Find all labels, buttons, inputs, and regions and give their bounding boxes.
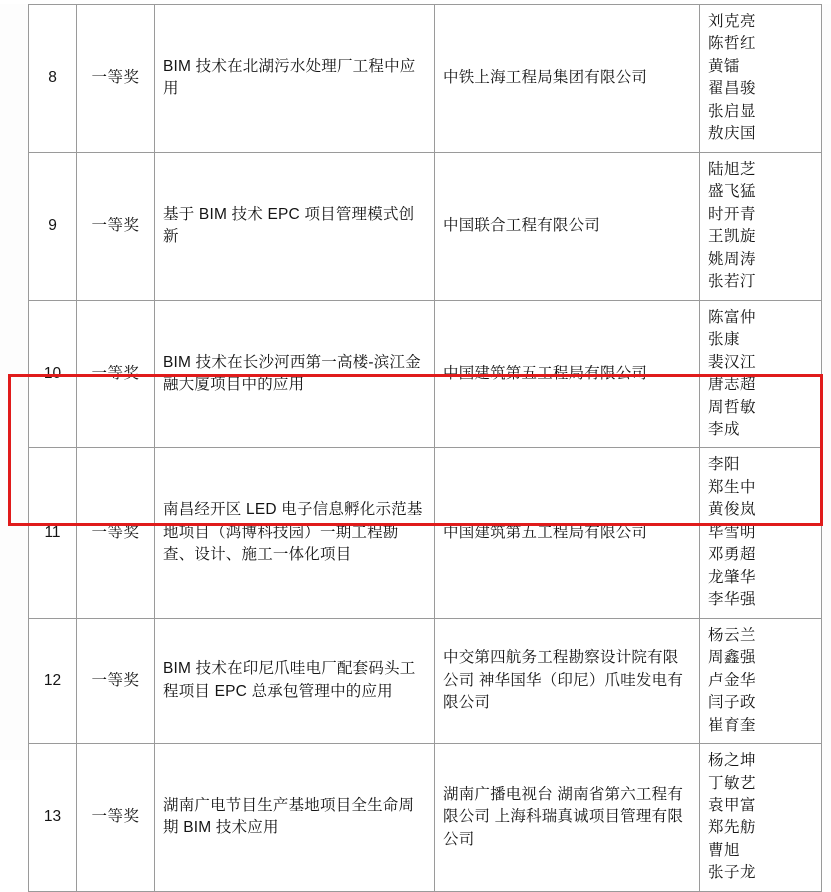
person-name: 张启显 — [708, 102, 757, 120]
row-index: 10 — [29, 300, 77, 448]
person-name: 丁敏艺 — [708, 774, 757, 792]
person-name: 黄俊岚 — [708, 501, 757, 519]
person-name: 周鑫强 — [708, 649, 757, 667]
person-name: 杨之坤 — [708, 752, 757, 770]
person-name: 袁甲富 — [708, 797, 757, 814]
award-table-body — [29, 5, 822, 892]
people-list — [708, 11, 813, 146]
table-row — [29, 5, 822, 153]
row-award: 一等奖 — [77, 5, 155, 153]
row-project-title: BIM 技术在北湖污水处理厂工程中应用 — [155, 5, 435, 153]
person-name: 李华强 — [708, 591, 757, 609]
row-index: 8 — [29, 5, 77, 153]
row-project-title: 湖南广电节目生产基地项目全生命周期 BIM 技术应用 — [155, 744, 435, 892]
person-name: 周哲敏 — [708, 398, 757, 416]
person-name: 姚周涛 — [708, 250, 757, 268]
person-name: 卢金华 — [708, 671, 757, 689]
people-list — [708, 750, 813, 885]
person-name: 郑先舫 — [708, 819, 757, 837]
row-people — [700, 744, 822, 892]
row-index: 13 — [29, 744, 77, 892]
row-award: 一等奖 — [77, 448, 155, 618]
row-organization — [435, 618, 700, 743]
row-index: 12 — [29, 618, 77, 743]
row-index: 9 — [29, 152, 77, 300]
person-name: 王凯旋 — [708, 228, 757, 246]
person-name: 毕雪明 — [708, 523, 757, 541]
org-line: 中国建筑第五工程局有限公司 — [443, 364, 648, 382]
document-page — [0, 4, 831, 882]
row-project-title: BIM 技术在印尼爪哇电厂配套码头工程项目 EPC 总承包管理中的应用 — [155, 618, 435, 743]
person-name: 崔育奎 — [708, 716, 757, 734]
row-people — [700, 618, 822, 743]
person-name: 李阳 — [708, 456, 741, 474]
table-row — [29, 300, 822, 448]
person-name: 黄镭 — [708, 57, 741, 75]
person-name: 盛飞猛 — [708, 183, 757, 201]
row-organization — [435, 5, 700, 153]
person-name: 陈哲红 — [708, 35, 757, 53]
person-name: 裴汉江 — [708, 353, 757, 371]
person-name: 邓勇超 — [708, 546, 757, 564]
org-line: 湖南省第六工程有限公司 — [443, 785, 684, 826]
person-name: 刘克亮 — [708, 13, 757, 30]
table-row-highlighted — [29, 448, 822, 618]
org-line: 湖南广播电视台 — [443, 785, 553, 803]
person-name: 陆旭芝 — [708, 160, 757, 178]
row-people — [700, 448, 822, 618]
row-award: 一等奖 — [77, 744, 155, 892]
row-organization — [435, 744, 700, 892]
table-row — [29, 152, 822, 300]
person-name: 翟昌骏 — [708, 80, 757, 98]
person-name: 时开青 — [708, 205, 757, 223]
person-name: 李成 — [708, 420, 741, 438]
org-line: 上海科瑞真诚项目管理有限公司 — [443, 808, 684, 848]
person-name: 闫子政 — [708, 694, 757, 712]
person-name: 张康 — [708, 331, 741, 349]
row-award: 一等奖 — [77, 300, 155, 448]
row-award: 一等奖 — [77, 618, 155, 743]
row-people — [700, 152, 822, 300]
person-name: 张子龙 — [708, 864, 757, 882]
people-list — [708, 307, 813, 442]
row-organization — [435, 448, 700, 618]
row-project-title: 南昌经开区 LED 电子信息孵化示范基地项目（鸿博科技园）一期工程勘查、设计、施工一体化项目 — [155, 448, 435, 618]
people-list — [708, 454, 813, 611]
person-name: 曹旭 — [708, 841, 741, 859]
row-organization — [435, 300, 700, 448]
org-line: 中国联合工程有限公司 — [443, 216, 601, 234]
award-table — [28, 4, 822, 892]
row-project-title: BIM 技术在长沙河西第一高楼-滨江金融大厦项目中的应用 — [155, 300, 435, 448]
person-name: 张若汀 — [708, 273, 757, 291]
person-name: 郑生中 — [708, 478, 757, 496]
people-list — [708, 625, 813, 737]
table-row — [29, 744, 822, 892]
org-line: 中国建筑第五工程局有限公司 — [443, 523, 648, 541]
row-project-title: 基于 BIM 技术 EPC 项目管理模式创新 — [155, 152, 435, 300]
org-line: 中铁上海工程局集团有限公司 — [443, 69, 648, 87]
org-line: 中交第四航务工程勘察设计院有限公司 — [443, 649, 679, 689]
person-name: 敖庆国 — [708, 125, 757, 143]
person-name: 杨云兰 — [708, 626, 757, 644]
row-index: 11 — [29, 448, 77, 618]
person-name: 龙肇华 — [708, 568, 757, 586]
row-organization — [435, 152, 700, 300]
org-line: 神华国华（印尼）爪哇发电有限公司 — [443, 671, 684, 712]
person-name: 陈富仲 — [708, 308, 757, 326]
row-people — [700, 5, 822, 153]
person-name: 唐志超 — [708, 376, 757, 394]
row-award: 一等奖 — [77, 152, 155, 300]
table-row — [29, 618, 822, 743]
row-people — [700, 300, 822, 448]
people-list — [708, 159, 813, 294]
